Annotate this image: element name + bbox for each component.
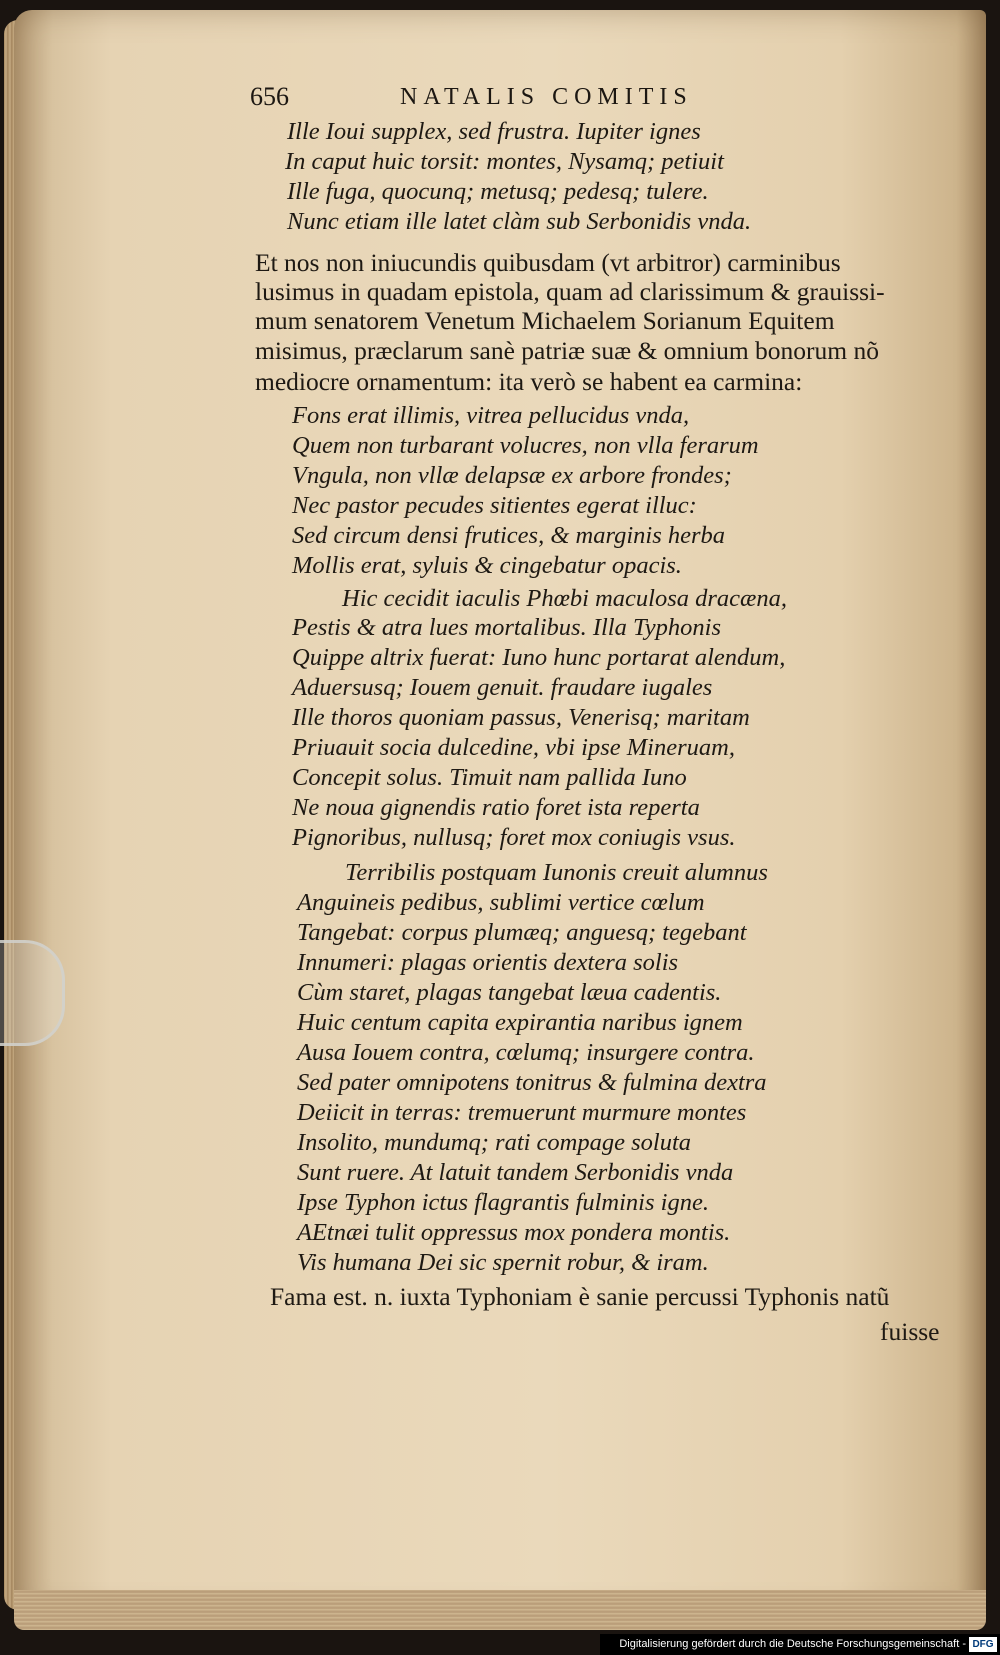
text-line: Sed circum densi frutices, & marginis herba bbox=[292, 522, 726, 549]
text-line: Aduersusq; Iouem genuit. fraudare iugales bbox=[292, 674, 713, 701]
text-line: Insolito, mundumq; rati compage soluta bbox=[297, 1129, 692, 1156]
text-line: Fons erat illimis, vitrea pellucidus vnda, bbox=[292, 402, 690, 429]
text-line: Ille fuga, quocunq; metusq; pedesq; tulere. bbox=[287, 178, 709, 205]
footer-credit: Digitalisierung gefördert durch die Deutsche Forschungsgemeinschaft - bbox=[619, 1638, 966, 1650]
page-number: 656 bbox=[250, 82, 289, 111]
text-line: Anguineis pedibus, sublimi vertice cœlum bbox=[297, 889, 705, 916]
text-line: mediocre ornamentum: ita verò se habent ea carmina: bbox=[255, 367, 803, 396]
running-head bbox=[250, 82, 950, 122]
text-line: Innumeri: plagas orientis dextera solis bbox=[297, 949, 679, 976]
text-line: Sunt ruere. At latuit tandem Serbonidis vnda bbox=[297, 1159, 734, 1186]
text-line: Fama est. n. iuxta Typhoniam è sanie percussi Typhonis natũ bbox=[270, 1282, 890, 1311]
text-line: Pignoribus, nullusq; foret mox coniugis vsus. bbox=[292, 824, 736, 851]
text-line: AEtnæi tulit oppressus mox pondera montis. bbox=[297, 1219, 731, 1246]
running-title: NATALIS COMITIS bbox=[400, 84, 693, 110]
text-line: lusimus in quadam epistola, quam ad clarissimum & grauissi- bbox=[255, 277, 885, 306]
text-line: Quippe altrix fuerat: Iuno hunc portarat alendum, bbox=[292, 644, 786, 671]
text-line: Huic centum capita expirantia naribus ignem bbox=[297, 1009, 743, 1036]
text-line: Ipse Typhon ictus flagrantis fulminis igne. bbox=[297, 1189, 709, 1216]
text-line: Priuauit socia dulcedine, vbi ipse Mineruam, bbox=[292, 734, 735, 761]
text-line: mum senatorem Venetum Michaelem Sorianum Equitem bbox=[255, 306, 835, 335]
text-line: Quem non turbarant volucres, non vlla ferarum bbox=[292, 432, 759, 459]
text-line: In caput huic torsit: montes, Nysamq; petiuit bbox=[285, 148, 724, 175]
text-line: Hic cecidit iaculis Phœbi maculosa dracæna, bbox=[342, 585, 788, 612]
text-line: Concepit solus. Timuit nam pallida Iuno bbox=[292, 764, 687, 791]
text-line: Deiicit in terras: tremuerunt murmure montes bbox=[297, 1099, 747, 1126]
text-line: Vngula, non vllæ delapsæ ex arbore frondes; bbox=[292, 462, 732, 489]
text-line: Tangebat: corpus plumæq; anguesq; tegebant bbox=[297, 919, 747, 946]
text-line: Nunc etiam ille latet clàm sub Serbonidis vnda. bbox=[287, 208, 752, 235]
text-line: Ille thoros quoniam passus, Venerisq; maritam bbox=[292, 704, 750, 731]
text-line: misimus, præclarum sanè patriæ suæ & omnium bonorum nõ bbox=[255, 336, 880, 365]
text-line: Mollis erat, syluis & cingebatur opacis. bbox=[292, 552, 682, 579]
text-line: Ne noua gignendis ratio foret ista reperta bbox=[292, 794, 700, 821]
dfg-logo-icon: DFG bbox=[969, 1637, 997, 1652]
text-line: Nec pastor pecudes sitientes egerat illuc: bbox=[292, 492, 697, 519]
page-clip bbox=[0, 940, 65, 1046]
page-edge-bottom bbox=[14, 1590, 986, 1630]
text-line: Cùm staret, plagas tangebat læua cadentis. bbox=[297, 979, 722, 1006]
text-line: fuisse bbox=[880, 1317, 940, 1346]
text-line: Pestis & atra lues mortalibus. Illa Typhonis bbox=[292, 614, 721, 641]
text-line: Et nos non iniucundis quibusdam (vt arbitror) carminibus bbox=[255, 248, 841, 277]
text-line: Ille Ioui supplex, sed frustra. Iupiter ignes bbox=[287, 118, 701, 145]
footer-bar bbox=[600, 1634, 1000, 1655]
text-line: Ausa Iouem contra, cœlumq; insurgere contra. bbox=[297, 1039, 755, 1066]
text-line: Sed pater omnipotens tonitrus & fulmina dextra bbox=[297, 1069, 767, 1096]
text-line: Terribilis postquam Iunonis creuit alumnus bbox=[345, 859, 768, 886]
text-line: Vis humana Dei sic spernit robur, & iram. bbox=[297, 1249, 709, 1276]
